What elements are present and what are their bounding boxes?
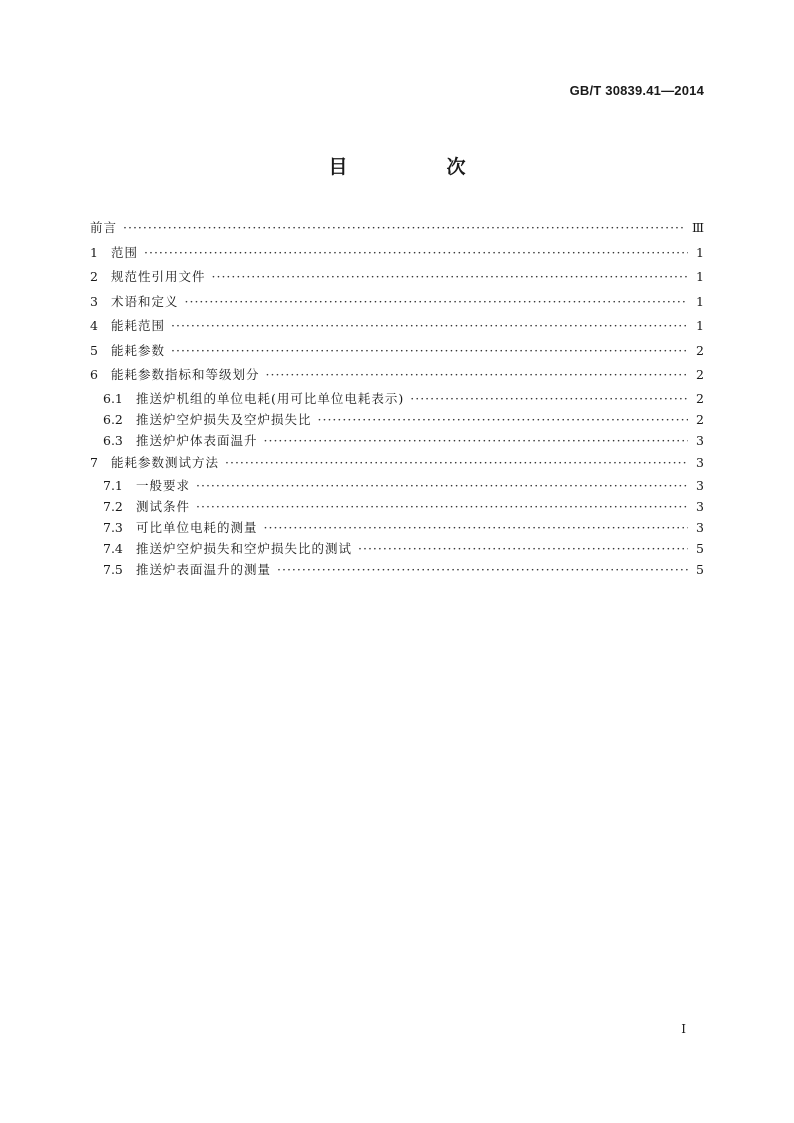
dot-leader xyxy=(410,388,688,409)
dot-leader xyxy=(123,216,686,241)
dot-leader xyxy=(196,475,688,496)
toc-entry-page: 2 xyxy=(696,342,704,358)
toc-entry-3[interactable] xyxy=(90,290,704,315)
toc-entry-number: 7.3 xyxy=(103,520,123,535)
toc-entry-label: 推送炉空炉损失及空炉损失比 xyxy=(136,411,312,427)
toc-entry-number: 2 xyxy=(90,269,98,284)
toc-entry-7-5[interactable] xyxy=(90,559,704,580)
toc-entry-1[interactable] xyxy=(90,241,704,266)
toc-entry-page: 2 xyxy=(696,411,704,427)
toc-entry-page: 3 xyxy=(696,432,704,448)
toc-entry-page: 5 xyxy=(696,562,704,577)
toc-entry-label: 能耗参数指标和等级划分 xyxy=(111,367,260,382)
toc-entry-page: 1 xyxy=(696,318,704,333)
toc-entry-number: 6.3 xyxy=(103,432,123,448)
toc-entry-label: 术语和定义 xyxy=(111,293,179,309)
toc-entry-number: 1 xyxy=(90,244,98,260)
dot-leader xyxy=(196,496,688,517)
toc-entry-number: 7 xyxy=(90,454,98,470)
toc-entry-6[interactable] xyxy=(90,363,704,388)
toc-entry-number: 7.4 xyxy=(103,541,123,556)
toc-entry-preface[interactable] xyxy=(90,216,704,241)
dot-leader xyxy=(358,538,688,559)
toc-entry-number: 7.2 xyxy=(103,499,123,514)
dot-leader xyxy=(277,559,688,580)
toc-entry-6-2[interactable] xyxy=(90,409,704,430)
toc-entry-page: 5 xyxy=(696,541,704,556)
toc-entry-label: 范围 xyxy=(111,244,139,260)
dot-leader xyxy=(264,517,688,538)
toc-entry-label: 能耗范围 xyxy=(111,318,166,333)
toc-entry-5[interactable] xyxy=(90,339,704,364)
toc-entry-number: 6.1 xyxy=(103,390,123,406)
dot-leader xyxy=(171,339,688,364)
toc-entry-page: 1 xyxy=(696,269,704,284)
table-of-contents xyxy=(90,216,704,580)
toc-entry-label: 测试条件 xyxy=(136,499,191,514)
toc-entry-label: 可比单位电耗的测量 xyxy=(136,520,258,535)
toc-entry-page: 1 xyxy=(696,293,704,309)
dot-leader xyxy=(212,265,688,290)
toc-entry-number: 6.2 xyxy=(103,411,123,427)
toc-entry-page: 2 xyxy=(696,367,704,382)
toc-entry-label: 推送炉炉体表面温升 xyxy=(136,432,258,448)
toc-entry-page: 3 xyxy=(696,478,704,493)
toc-entry-label: 能耗参数测试方法 xyxy=(111,454,220,470)
toc-entry-number: 4 xyxy=(90,318,98,333)
toc-entry-number: 7.5 xyxy=(103,562,123,577)
toc-entry-label: 推送炉表面温升的测量 xyxy=(136,562,272,577)
toc-entry-number: 3 xyxy=(90,293,98,309)
toc-entry-7-1[interactable] xyxy=(90,475,704,496)
toc-entry-number: 5 xyxy=(90,342,98,358)
toc-entry-label: 推送炉空炉损失和空炉损失比的测试 xyxy=(136,541,353,556)
toc-entry-2[interactable] xyxy=(90,265,704,290)
toc-entry-6-3[interactable] xyxy=(90,430,704,451)
dot-leader xyxy=(264,430,688,451)
toc-entry-7-3[interactable] xyxy=(90,517,704,538)
dot-leader xyxy=(185,290,688,315)
toc-entry-label: 一般要求 xyxy=(136,478,191,493)
toc-entry-4[interactable] xyxy=(90,314,704,339)
page-title: 目 次 xyxy=(328,156,506,178)
toc-entry-page: 3 xyxy=(696,520,704,535)
toc-entry-7[interactable] xyxy=(90,451,704,476)
toc-entry-label: 前言 xyxy=(90,220,118,235)
dot-leader xyxy=(171,314,688,339)
toc-entry-page: 2 xyxy=(696,390,704,406)
standard-code: GB/T 30839.41—2014 xyxy=(569,83,704,98)
toc-entry-label: 规范性引用文件 xyxy=(111,269,206,284)
dot-leader xyxy=(266,363,688,388)
toc-entry-label: 推送炉机组的单位电耗(用可比单位电耗表示) xyxy=(136,390,405,406)
toc-entry-6-1[interactable] xyxy=(90,388,704,409)
toc-entry-label: 能耗参数 xyxy=(111,342,166,358)
dot-leader xyxy=(318,409,688,430)
dot-leader xyxy=(225,451,688,476)
dot-leader xyxy=(144,241,688,266)
toc-entry-page: 1 xyxy=(696,244,704,260)
toc-entry-page: Ⅲ xyxy=(691,220,704,235)
toc-entry-7-4[interactable] xyxy=(90,538,704,559)
toc-entry-7-2[interactable] xyxy=(90,496,704,517)
toc-entry-page: 3 xyxy=(696,499,704,514)
page-folio: Ⅰ xyxy=(681,1022,686,1036)
toc-entry-number: 7.1 xyxy=(103,478,123,493)
toc-entry-page: 3 xyxy=(696,454,704,470)
toc-entry-number: 6 xyxy=(90,367,98,382)
